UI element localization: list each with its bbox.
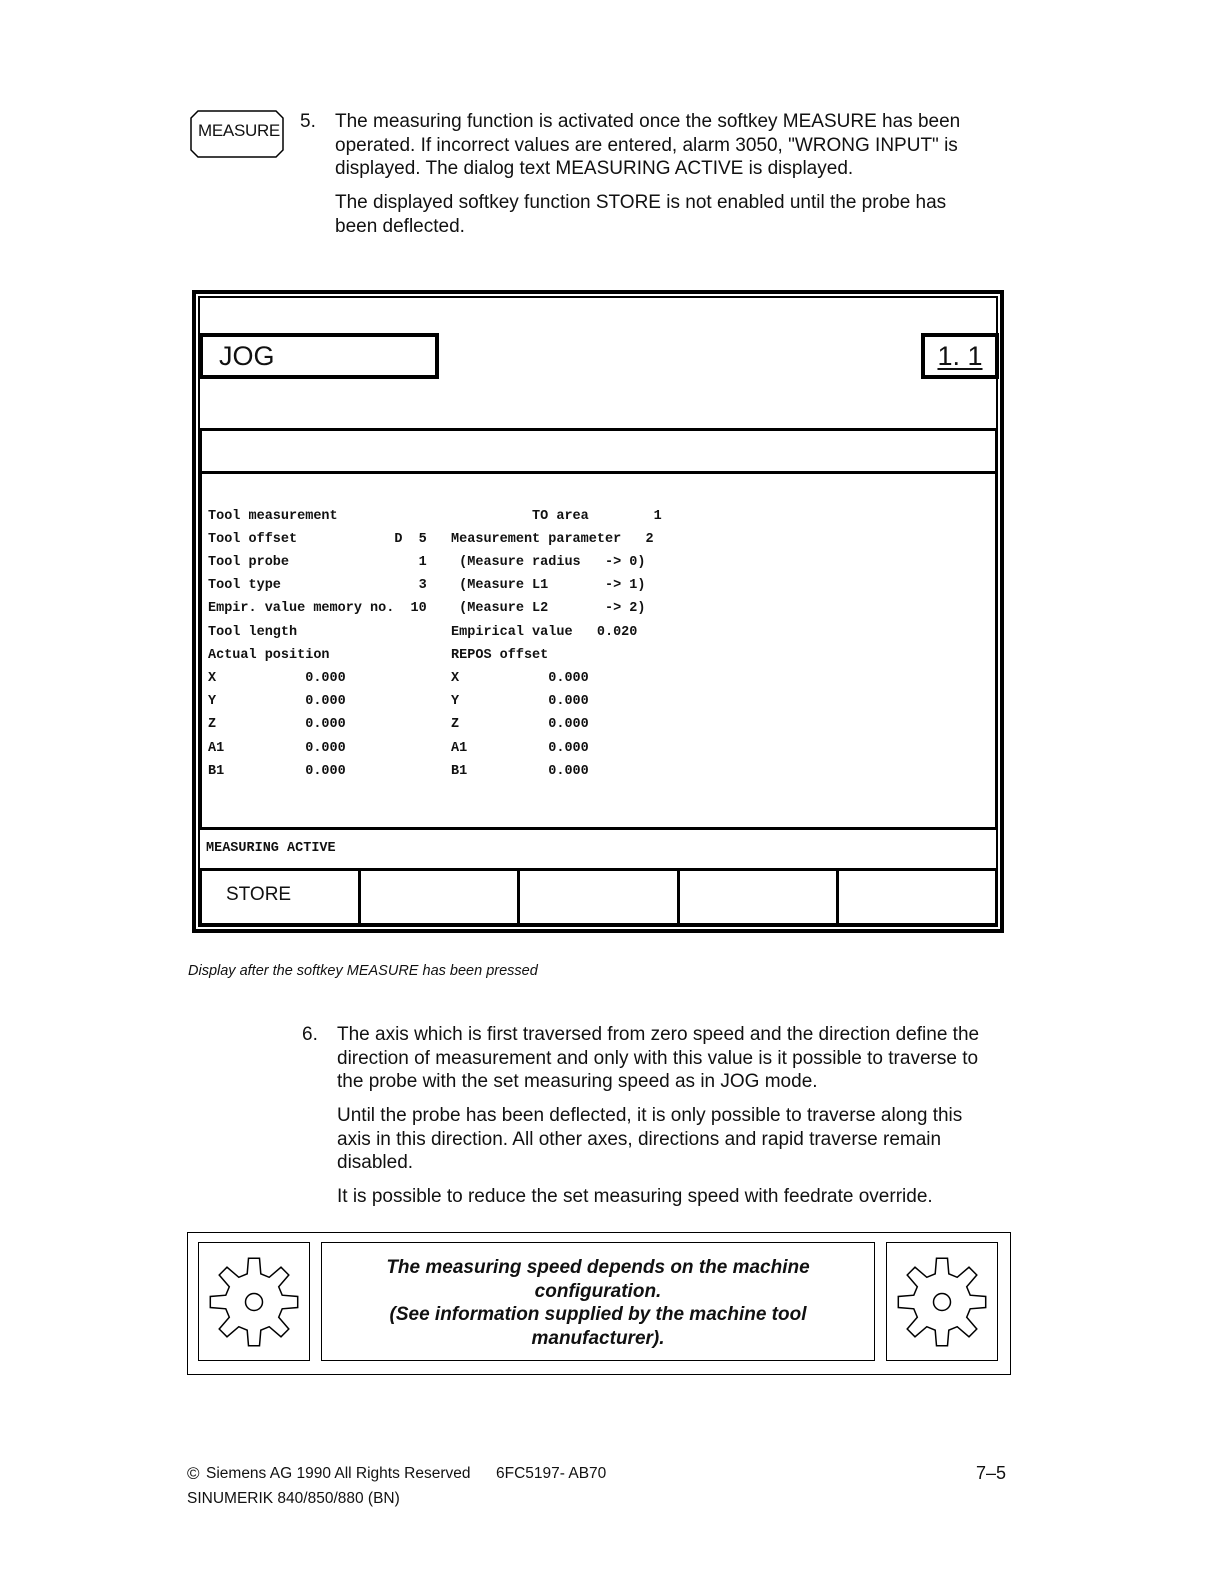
step-6-paragraph-2 [337,1104,962,1175]
copyright-text: Siemens AG 1990 All Rights Reserved [206,1465,471,1482]
step-6-paragraph-3: It is possible to reduce the set measuring speed with feedrate override. [337,1186,933,1207]
data-row: Tool offset D 5 Measurement parameter 2 [208,532,654,547]
data-row: Z 0.000 Z 0.000 [208,717,589,732]
softkey-store[interactable]: STORE [202,871,361,923]
step-6-para-2-line-1: Until the probe has been deflected, it is only possible to traverse along this [337,1105,963,1126]
note-line-2: configuration. [534,1280,662,1302]
message-line [199,428,998,474]
data-row: Actual position REPOS offset [208,648,549,663]
data-row: Tool measurement TO area 1 [208,509,662,524]
page-indicator [921,333,999,379]
step-5-number: 5. [300,111,316,132]
machine-note-text [321,1242,875,1361]
gear-icon-right-box [886,1242,998,1361]
step-6-text [337,1023,979,1094]
softkey-5[interactable] [839,871,995,923]
gear-icon [199,1243,309,1360]
step-6-line-3: the probe with the set measuring speed as in JOG mode. [337,1071,818,1092]
step-5-paragraph-2 [335,191,946,238]
data-row: A1 0.000 A1 0.000 [208,741,589,756]
step-6-para-2-line-2: axis in this direction. All other axes, directions and rapid traverse remain [337,1128,942,1150]
softkey-3[interactable] [520,871,679,923]
step-6-number: 6. [302,1024,318,1045]
data-row: Empir. value memory no. 10 (Measure L2 -> 2) [208,601,646,616]
data-row: Tool probe 1 (Measure radius -> 0) [208,555,646,570]
status-text: MEASURING ACTIVE [206,841,336,856]
softkey-2[interactable] [361,871,520,923]
step-5-line-1: The measuring function is activated once the softkey MEASURE has been [335,111,961,132]
gear-icon [887,1243,997,1360]
data-row: Y 0.000 Y 0.000 [208,694,589,709]
measure-softkey-label: MEASURE [198,121,280,140]
step-5-line-2: operated. If incorrect values are entered, alarm 3050, "WRONG INPUT" is [335,134,958,156]
data-row: B1 0.000 B1 0.000 [208,764,589,779]
step-6-line-1: The axis which is first traversed from zero speed and the direction define the [337,1024,980,1045]
softkey-4[interactable] [680,871,839,923]
page-number: 1. 1 [937,341,983,371]
note-line-1: The measuring speed depends on the machine [386,1257,810,1278]
data-row: Tool length Empirical value 0.020 [208,625,638,640]
note-line-3: (See information supplied by the machine tool [389,1304,807,1325]
step-5-text [335,110,960,181]
step-6-line-2: direction of measurement and only with this value is it possible to traverse to [337,1047,979,1069]
data-row: Tool type 3 (Measure L1 -> 1) [208,578,646,593]
figure-caption: Display after the softkey MEASURE has been pressed [188,963,538,979]
note-line-4: manufacturer). [531,1327,665,1349]
mode-display: JOG [199,333,439,379]
step-5-line-3: displayed. The dialog text MEASURING ACTIVE is displayed. [335,158,854,179]
product-name: SINUMERIK 840/850/880 (BN) [187,1490,400,1507]
softkey-bar [199,868,998,926]
gear-icon-left-box [198,1242,310,1361]
step-5-para-2-line-1: The displayed softkey function STORE is not enabled until the probe has [335,192,947,213]
data-row: X 0.000 X 0.000 [208,671,589,686]
page-number-footer: 7–5 [976,1463,1007,1483]
step-5-para-2-line-2: been deflected. [335,215,465,237]
copyright-symbol: © [187,1464,200,1483]
step-6-para-2-line-3: disabled. [337,1152,414,1173]
measure-softkey-icon [190,110,283,157]
order-number: 6FC5197- AB70 [496,1465,607,1482]
